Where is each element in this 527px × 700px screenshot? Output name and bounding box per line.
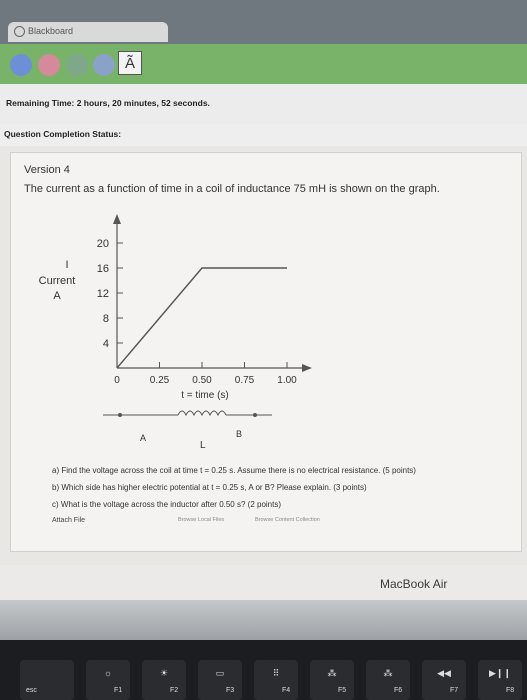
x-tick-label: 0 [114, 375, 120, 386]
x-tick-label: 0.50 [192, 375, 212, 386]
f4-key[interactable]: ⠿ F4 [254, 660, 298, 700]
f2-key[interactable]: ☀ F2 [142, 660, 186, 700]
rewind-icon: ◀◀ [437, 668, 451, 678]
brightness-down-icon: ☼ [103, 668, 113, 678]
remaining-time: Remaining Time: 2 hours, 20 minutes, 52 seconds. [6, 98, 210, 108]
laptop-brand: MacBook Air [380, 577, 448, 591]
f6-key[interactable]: ⁂ F6 [366, 660, 410, 700]
y-tick-label: 8 [102, 313, 109, 325]
terminal-b [253, 413, 257, 417]
question-completion-status: Question Completion Status: [4, 129, 122, 139]
question-part-c: c) What is the voltage across the inductor after 0.50 s? (2 points) [52, 500, 281, 509]
keyboard-light-up-icon: ⁂ [383, 668, 393, 678]
y-axis-arrow-icon [113, 214, 121, 224]
y-tick-label: 20 [96, 238, 109, 250]
y-label-symbol: I [65, 259, 69, 271]
launchpad-icon: ⠿ [272, 668, 280, 678]
x-axis-arrow-icon [302, 364, 312, 372]
y-tick-label: 16 [96, 263, 109, 275]
y-tick-label: 4 [102, 338, 109, 350]
esc-key[interactable]: esc [20, 660, 74, 700]
brightness-up-icon: ☀ [159, 668, 169, 678]
y-label-current: Current [38, 275, 76, 287]
browse-local-files-button[interactable]: Browse Local Files [178, 517, 225, 523]
text-size-icon[interactable]: Ã [118, 51, 142, 75]
inductor-label: L [200, 440, 206, 451]
question-parts [52, 462, 416, 513]
f1-key[interactable]: ☼ F1 [86, 660, 130, 700]
x-axis-label: t = time (s) [181, 390, 229, 401]
f5-key[interactable]: ⁂ F5 [310, 660, 354, 700]
laptop-hinge [0, 600, 527, 640]
y-tick-label: 12 [96, 288, 109, 300]
screen-bezel [0, 565, 527, 600]
terminal-b-label: B [236, 429, 243, 439]
mission-control-icon: ▭ [215, 668, 225, 678]
x-tick-label: 1.00 [277, 375, 297, 386]
keyboard-light-down-icon: ⁂ [327, 668, 337, 678]
question-version: Version 4 [24, 164, 70, 176]
attach-file-label: Attach File [52, 517, 86, 524]
terminal-a-label: A [140, 433, 147, 443]
question-part-b: b) Which side has higher electric potential at t = 0.25 s, A or B? Please explain. (3 points) [52, 483, 367, 492]
inductor-coil-icon [178, 411, 226, 415]
tab-title: Blackboard [28, 26, 74, 36]
f3-key[interactable]: ▭ F3 [198, 660, 242, 700]
x-tick-label: 0.25 [149, 375, 170, 386]
terminal-a [118, 413, 122, 417]
f8-key[interactable]: ▶❙❙ F8 [478, 660, 522, 700]
f7-key[interactable]: ◀◀ F7 [422, 660, 466, 700]
circuit-diagram [103, 411, 272, 451]
x-tick-label: 0.75 [234, 375, 255, 386]
question-part-a: a) Find the voltage across the coil at time t = 0.25 s. Assume there is no electrical resistance. (5 points) [52, 466, 416, 475]
question-prompt: The current as a function of time in a coil of inductance 75 mH is shown on the graph. [24, 183, 440, 195]
play-pause-icon: ▶❙❙ [488, 668, 511, 678]
y-label-unit: A [53, 290, 61, 302]
browse-content-collection-button[interactable]: Browse Content Collection [255, 517, 320, 523]
series-line [117, 268, 287, 368]
